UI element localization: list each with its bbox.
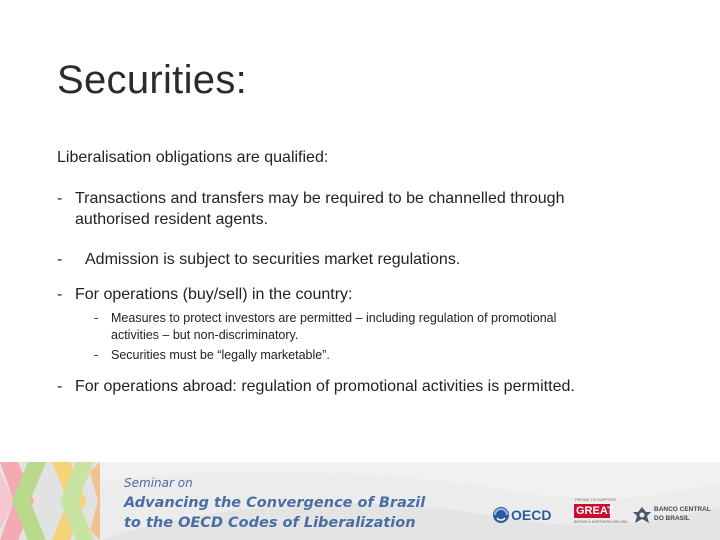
sub-bullet-dash: - <box>94 348 99 362</box>
seminar-title-block <box>124 476 464 533</box>
great-badge <box>574 504 614 518</box>
decorative-pattern-icon <box>0 462 100 540</box>
great-britain-logo <box>574 497 628 528</box>
banco-central-logo <box>632 503 711 527</box>
sub-bullet-text-continued: activities – but non-discriminatory. <box>111 328 299 342</box>
bullet-text: Transactions and transfers may be required to be channelled through <box>75 190 565 207</box>
bullet-text-continued: authorised resident agents. <box>75 211 269 228</box>
oecd-logo <box>492 503 552 527</box>
great-logo-text: GREAT <box>576 505 614 517</box>
sub-bullet-dash: - <box>94 311 99 325</box>
great-sub-text: BRITAIN & NORTHERN IRELAND <box>574 520 628 524</box>
banco-central-text: BANCO CENTRAL <box>654 506 711 513</box>
banco-central-emblem-icon <box>632 506 652 524</box>
bullet-text: For operations abroad: regulation of promotional activities is permitted. <box>75 378 575 395</box>
bullet-dash: - <box>57 286 63 303</box>
oecd-globe-icon <box>492 506 510 524</box>
bullet-dash: - <box>57 190 63 207</box>
bullet-dash: - <box>57 378 63 395</box>
bullet-text: For operations (buy/sell) in the country: <box>75 286 353 303</box>
sub-bullet-text: Measures to protect investors are permitted – including regulation of promotional <box>111 311 557 325</box>
great-proud-text: PROUD TO SUPPORT <box>575 497 617 502</box>
seminar-title-line2: to the OECD Codes of Liberalization <box>124 515 416 531</box>
bullet-text: Admission is subject to securities market regulations. <box>85 251 461 268</box>
seminar-title-line1: Advancing the Convergence of Brazil <box>124 495 426 511</box>
seminar-on-label: Seminar on <box>124 476 193 490</box>
sub-bullet-text: Securities must be “legally marketable”. <box>111 348 330 362</box>
oecd-logo-text: OECD <box>511 507 552 523</box>
bullet-dash: - <box>57 251 63 268</box>
do-brasil-text: DO BRASIL <box>654 515 690 522</box>
intro-text: Liberalisation obligations are qualified: <box>57 149 329 166</box>
slide-title: Securities: <box>57 58 248 102</box>
